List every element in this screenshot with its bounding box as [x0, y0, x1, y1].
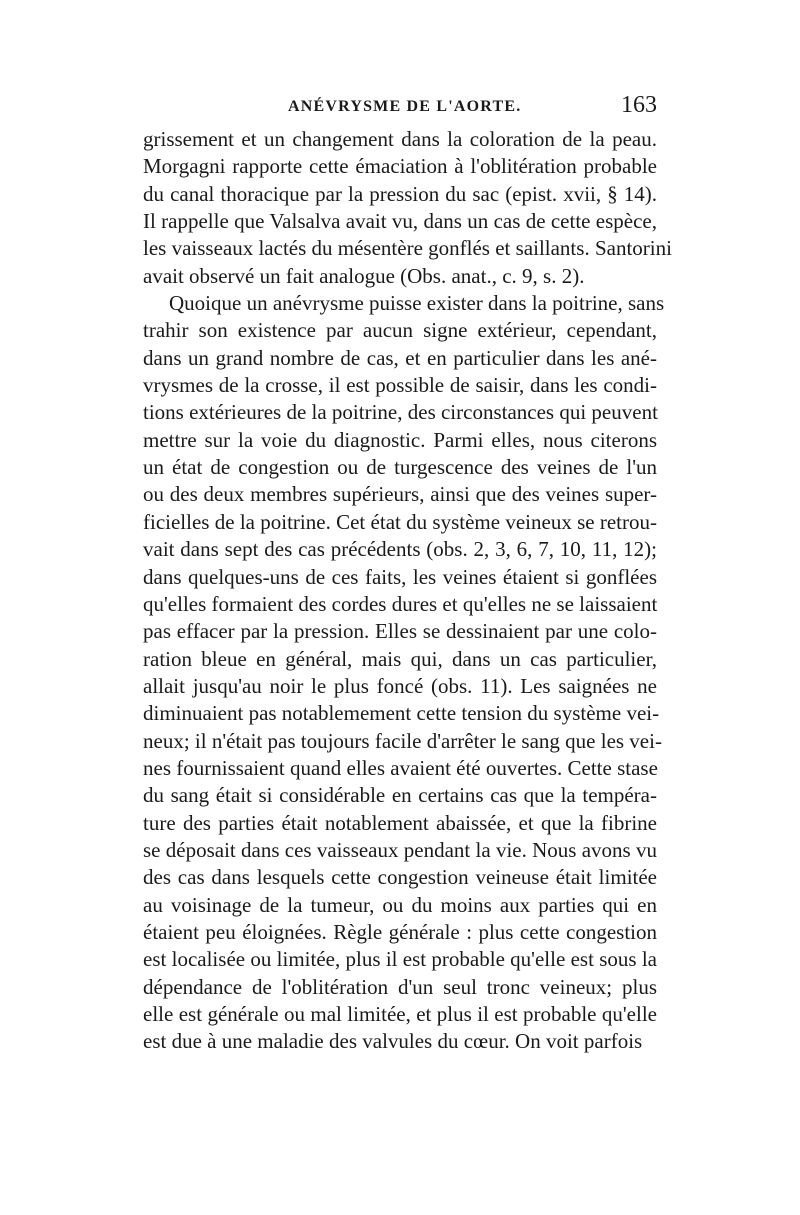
text-line: des cas dans lesquels cette congestion veineuse était limitée — [143, 865, 657, 890]
text-line: dépendance de l'oblitération d'un seul tronc veineux; plus — [143, 974, 657, 999]
text-line: ration bleue en général, mais qui, dans un cas particulier, — [143, 646, 657, 671]
text-line: les vaisseaux lactés du mésentère gonflés et saillants. Santorini — [143, 236, 672, 261]
text-line: elle est générale ou mal limitée, et plus il est probable qu'elle — [143, 1002, 657, 1026]
text-line: est due à une maladie des valvules du cœur. On voit parfois — [143, 1029, 643, 1054]
text-line: neux; il n'était pas toujours facile d'arrêter le sang que les vei- — [143, 728, 662, 753]
text-line: Quoique un anévrysme puisse exister dans la poitrine, sans — [169, 291, 665, 316]
text-line: se déposait dans ces vaisseaux pendant la vie. Nous avons vu — [143, 837, 657, 862]
text-line: grissement et un changement dans la coloration de la peau. — [143, 127, 657, 151]
text-line: diminuaient pas notablemement cette tension du système vei- — [143, 701, 660, 726]
text-line: vait dans sept des cas précédents (obs. 2, 3, 6, 7, 10, 11, 12); — [143, 537, 657, 562]
paragraph — [143, 126, 672, 290]
text-line: Il rappelle que Valsalva avait vu, dans un cas de cette espèce, — [143, 209, 657, 234]
text-line: trahir son existence par aucun signe extérieur, cependant, — [143, 318, 657, 343]
text-line: ture des parties était notablement abaissée, et que la fibrine — [143, 810, 657, 835]
text-line: un état de congestion ou de turgescence des veines de l'un — [143, 455, 657, 480]
running-header — [143, 92, 657, 126]
text-line: du sang était si considérable en certains cas que la tempéra- — [143, 783, 657, 808]
text-line: au voisinage de la tumeur, ou du moins aux parties qui en — [143, 892, 657, 917]
text-line: Morgagni rapporte cette émaciation à l'oblitération probable — [143, 154, 657, 179]
text-line: qu'elles formaient des cordes dures et qu'elles ne se laissaient — [143, 591, 658, 616]
text-line: tions extérieures de la poitrine, des circonstances qui peuvent — [143, 400, 658, 425]
text-line: ou des deux membres supérieurs, ainsi que des veines super- — [143, 482, 657, 507]
text-line: dans quelques-uns de ces faits, les veines étaient si gonflées — [143, 564, 657, 589]
text-line: pas effacer par la pression. Elles se dessinaient par une colo- — [143, 619, 657, 644]
book-page — [143, 92, 672, 1056]
running-title: ANÉVRYSME DE L'AORTE. — [288, 98, 522, 115]
text-line: dans un grand nombre de cas, et en particulier dans les ané- — [143, 345, 657, 370]
text-line: du canal thoracique par la pression du sac (epist. xvii, § 14). — [143, 181, 657, 206]
text-line: est localisée ou limitée, plus il est probable qu'elle est sous la — [143, 947, 657, 972]
text-line: mettre sur la voie du diagnostic. Parmi elles, nous citerons — [143, 427, 657, 452]
text-line: étaient peu éloignées. Règle générale : plus cette congestion — [143, 919, 657, 944]
page-number: 163 — [621, 92, 657, 118]
text-line: vrysmes de la crosse, il est possible de saisir, dans les condi- — [143, 373, 657, 398]
text-line: allait jusqu'au noir le plus foncé (obs. 11). Les saignées ne — [143, 673, 657, 698]
text-line: ficielles de la poitrine. Cet état du système veineux se retrou- — [143, 509, 657, 534]
text-line: avait observé un fait analogue (Obs. anat., c. 9, s. 2). — [143, 263, 585, 288]
body-text — [143, 126, 672, 1056]
paragraph — [143, 290, 665, 1056]
text-line: nes fournissaient quand elles avaient été ouvertes. Cette stase — [143, 755, 658, 780]
